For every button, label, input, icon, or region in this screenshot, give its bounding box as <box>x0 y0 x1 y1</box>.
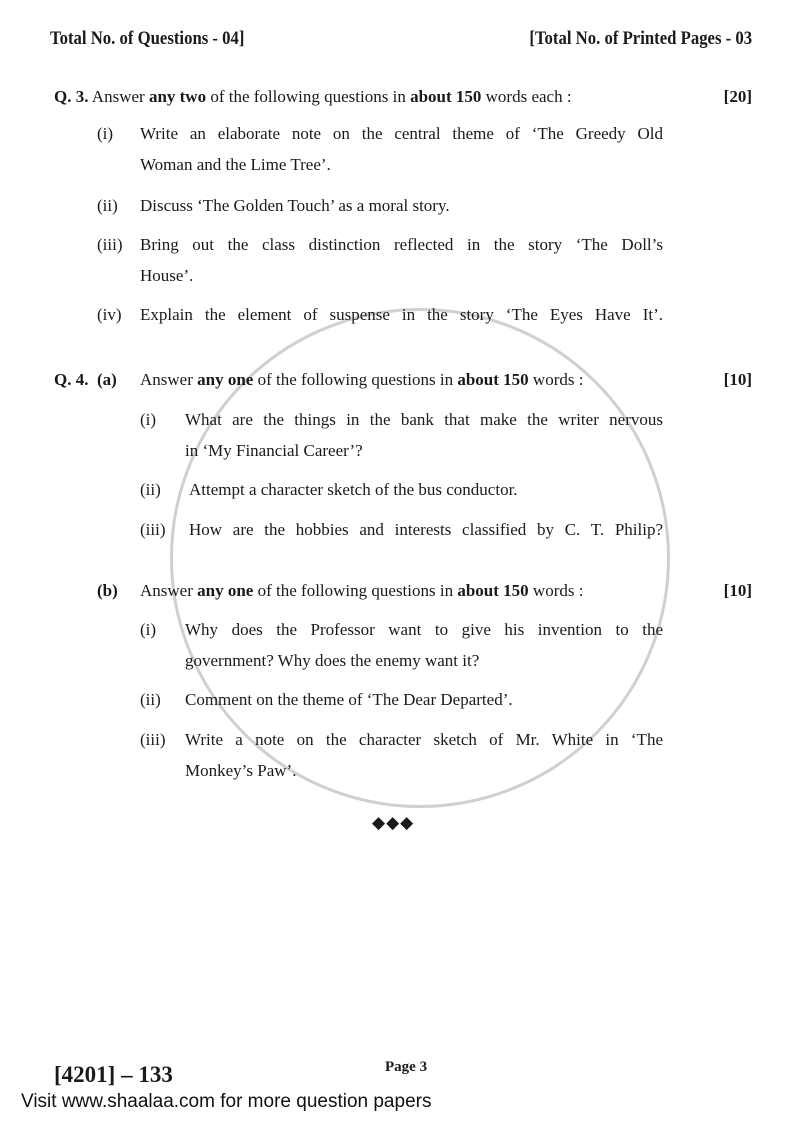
page-number: Page 3 <box>385 1059 428 1075</box>
q3-item-text: House’. <box>140 266 194 285</box>
q4b-marks: [10] <box>723 581 752 600</box>
q3-item-label: (iv) <box>97 305 122 324</box>
q4a-marks: [10] <box>723 370 752 389</box>
q3-item-label: (ii) <box>97 196 118 215</box>
q3-item-text: Discuss ‘The Golden Touch’ as a moral story. <box>140 196 450 215</box>
q4-number: Q. 4. <box>54 370 89 389</box>
q4b-instruction: Answer any one of the following questions in about 150 words : <box>140 581 584 600</box>
q4b-item-text: Why does the Professor want to give his invention to the <box>185 620 663 639</box>
q4b-item-label: (i) <box>140 620 157 639</box>
q3-instruction: Q. 3. Answer any two of the following questions in about 150 words each : <box>54 87 572 106</box>
q4b-item-text: Write a note on the character sketch of Mr. White in ‘The <box>185 730 663 749</box>
total-questions: Total No. of Questions - 04] <box>50 28 245 49</box>
q3-item-text: Woman and the Lime Tree’. <box>140 155 331 174</box>
q4a-item-text: in ‘My Financial Career’? <box>185 441 363 460</box>
q4a-item-label: (i) <box>140 410 157 429</box>
q4a-item-text: Attempt a character sketch of the bus conductor. <box>189 480 518 499</box>
end-diamonds: ◆◆◆ <box>372 813 415 832</box>
q4b-item-label: (iii) <box>140 730 166 749</box>
q3-item-text: Bring out the class distinction reflected in the story ‘The Doll’s <box>140 235 663 254</box>
q4b-item-label: (ii) <box>140 690 161 709</box>
q4a-item-text: What are the things in the bank that make the writer nervous <box>185 410 663 429</box>
paper-code: [4201] – 133 <box>54 1062 173 1087</box>
q3-item-label: (iii) <box>97 235 123 254</box>
q3-item-text: Explain the element of suspense in the story ‘The Eyes Have It’. <box>140 305 663 324</box>
q4a-item-label: (iii) <box>140 520 166 539</box>
q4a-item-label: (ii) <box>140 480 161 499</box>
q4b-item-text: Comment on the theme of ‘The Dear Departed’. <box>185 690 513 709</box>
q3-item-label: (i) <box>97 124 114 143</box>
visit-link[interactable]: Visit www.shaalaa.com for more question papers <box>21 1091 432 1112</box>
q4a-item-text: How are the hobbies and interests classified by C. T. Philip? <box>189 520 663 539</box>
q4a-label: (a) <box>97 370 117 389</box>
q4b-label: (b) <box>97 581 118 600</box>
q4a-instruction: Answer any one of the following questions in about 150 words : <box>140 370 584 389</box>
q3-marks: [20] <box>723 87 752 106</box>
q4b-item-text: Monkey’s Paw’. <box>185 761 297 780</box>
q3-item-text: Write an elaborate note on the central theme of ‘The Greedy Old <box>140 124 663 143</box>
q4b-item-text: government? Why does the enemy want it? <box>185 651 480 670</box>
total-pages: [Total No. of Printed Pages - 03 <box>529 28 752 49</box>
